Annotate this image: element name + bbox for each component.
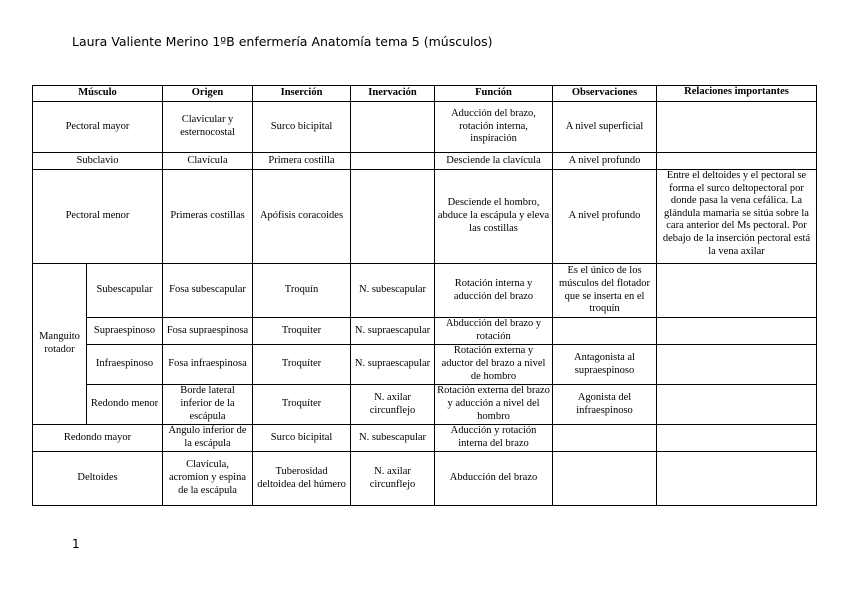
muscle-cell: Infraespinoso [87,345,163,385]
page-number: 1 [72,537,80,551]
origin-cell: Primeras costillas [163,170,253,264]
relations-cell: Entre el deltoides y el pectoral se forma el surco deltopectoral por donde pasa la vena cefálica. La glándula mamaria se sitúa sobre la cara anterior del Ms pectoral. Por debajo de la inserción pectoral está la vena axilar [657,170,817,264]
observations-cell: A nivel profundo [553,153,657,170]
muscles-table [32,85,817,506]
table-row [33,170,817,264]
muscle-cell: Subescapular [87,264,163,318]
function-cell: Abducción del brazo y rotación [435,318,553,345]
observations-cell: A nivel profundo [553,170,657,264]
relations-cell [657,345,817,385]
innervation-cell [351,102,435,153]
innervation-cell: N. subescapular [351,425,435,452]
relations-cell [657,385,817,425]
header-muscle: Músculo [33,86,163,102]
observations-cell: Antagonista al supraespinoso [553,345,657,385]
table-row [33,153,817,170]
header-row [33,86,817,102]
function-cell: Aducción y rotación interna del brazo [435,425,553,452]
innervation-cell: N. subescapular [351,264,435,318]
header-origin: Origen [163,86,253,102]
relations-cell [657,264,817,318]
insertion-cell: Troquín [253,264,351,318]
header-relations: Relaciones importantes [657,86,817,102]
muscle-cell: Subclavio [33,153,163,170]
table-row [33,102,817,153]
observations-cell: A nivel superficial [553,102,657,153]
observations-cell [553,425,657,452]
insertion-cell: Troquíter [253,385,351,425]
document-title: Laura Valiente Merino 1ºB enfermería Anatomía tema 5 (músculos) [72,34,493,49]
insertion-cell: Troquíter [253,345,351,385]
innervation-cell: N. supraescapular [351,345,435,385]
origin-cell: Borde lateral inferior de la escápula [163,385,253,425]
origin-cell: Clavicular y esternocostal [163,102,253,153]
origin-cell: Fosa supraespinosa [163,318,253,345]
innervation-cell [351,153,435,170]
header-innervation: Inervación [351,86,435,102]
insertion-cell: Apófisis coracoides [253,170,351,264]
muscle-cell: Pectoral mayor [33,102,163,153]
function-cell: Rotación externa y aductor del brazo a nivel de hombro [435,345,553,385]
origin-cell: Fosa infraespinosa [163,345,253,385]
table-row [33,385,817,425]
function-cell: Abducción del brazo [435,452,553,506]
table-row [33,264,817,318]
header-insertion: Inserción [253,86,351,102]
observations-cell: Es el único de los músculos del flotador que se inserta en el troquín [553,264,657,318]
muscle-cell: Supraespinoso [87,318,163,345]
innervation-cell [351,170,435,264]
insertion-cell: Surco bicipital [253,102,351,153]
function-cell: Rotación externa del brazo y aducción a nivel del hombro [435,385,553,425]
function-cell: Rotación interna y aducción del brazo [435,264,553,318]
table-row [33,345,817,385]
insertion-cell: Tuberosidad deltoidea del húmero [253,452,351,506]
insertion-cell: Surco bicipital [253,425,351,452]
relations-cell [657,102,817,153]
table-row [33,318,817,345]
insertion-cell: Primera costilla [253,153,351,170]
innervation-cell: N. supraescapular [351,318,435,345]
relations-cell [657,318,817,345]
origin-cell: Clavícula [163,153,253,170]
muscle-cell: Deltoides [33,452,163,506]
innervation-cell: N. axilar circunflejo [351,452,435,506]
relations-cell [657,452,817,506]
origin-cell: Fosa subescapular [163,264,253,318]
relations-cell [657,153,817,170]
header-observations: Observaciones [553,86,657,102]
header-function: Función [435,86,553,102]
origin-cell: Ángulo inferior de la escápula [163,425,253,452]
table-row [33,425,817,452]
muscle-cell: Redondo mayor [33,425,163,452]
observations-cell [553,318,657,345]
table-row [33,452,817,506]
group-cell-manguito-rotador: Manguito rotador [33,264,87,425]
function-cell: Desciende el hombro, abduce la escápula y eleva las costillas [435,170,553,264]
innervation-cell: N. axilar circunflejo [351,385,435,425]
function-cell: Desciende la clavícula [435,153,553,170]
insertion-cell: Troquiter [253,318,351,345]
muscle-cell: Pectoral menor [33,170,163,264]
muscle-cell: Redondo menor [87,385,163,425]
relations-cell [657,425,817,452]
observations-cell [553,452,657,506]
function-cell: Aducción del brazo, rotación interna, inspiración [435,102,553,153]
origin-cell: Clavícula, acromion y espina de la escápula [163,452,253,506]
observations-cell: Agonista del infraespinoso [553,385,657,425]
